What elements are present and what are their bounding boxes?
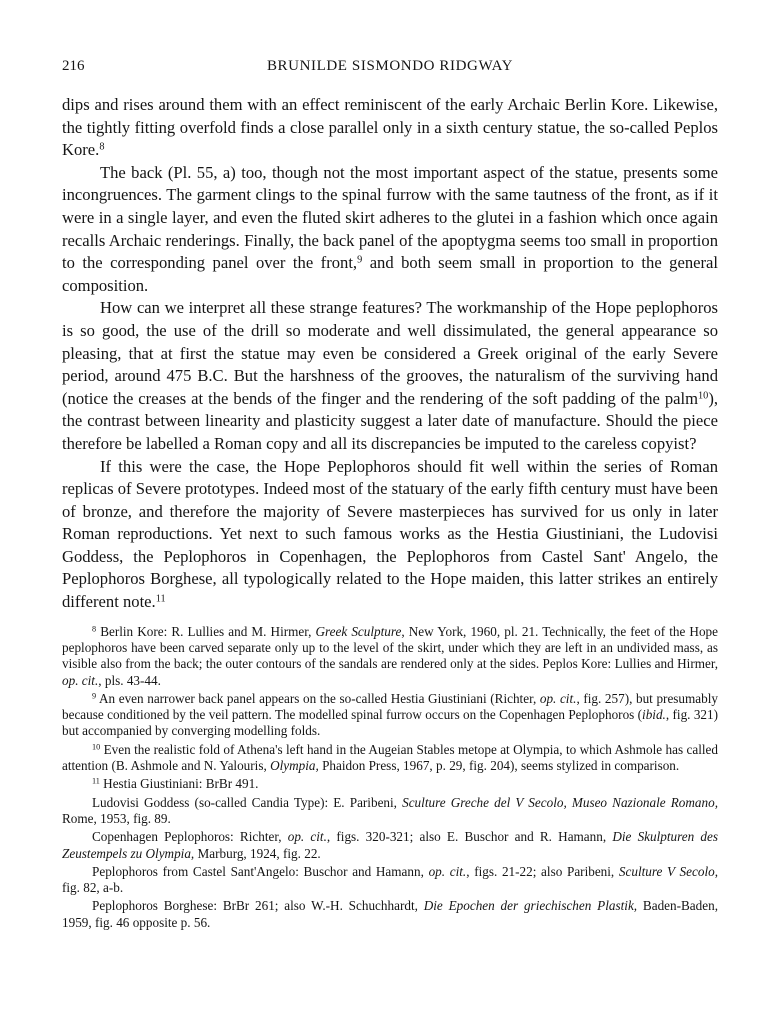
footnote-text: Copenhagen Peplophoros: Richter, — [92, 829, 288, 845]
footnote-number: 9 — [92, 691, 97, 701]
footnote-text: Berlin Kore: R. Lullies and M. Hirmer, — [96, 623, 316, 639]
footnote-citation: ibid. — [642, 707, 666, 723]
paragraph-1-text: dips and rises around them with an effect reminiscent of the early Archaic Berlin Kore. Likewise, the tightly fitting overfold finds a close parallel only in a sixth century statue, the so-called Peplos Kore. — [62, 95, 718, 160]
footnote-text: , fig. 321) but accompanied by converging modelling folds. — [62, 707, 718, 739]
paragraph-3-text-a: How can we interpret all these strange features? The workmanship of the Hope peplophoros is so good, the use of the drill so moderate and well dissimulated, the general appearance so pleasing, that at first the statue may even be considered a Greek original of the early Severe period, around 475 B.C. But the harshness of the grooves, the naturalism of the surviving hand (notice the creases at the bends of the finger and the rendering of the soft padding of the palm — [62, 298, 718, 408]
footnote-title: Sculture Greche del V Secolo, Museo Nazionale Romano, — [402, 794, 719, 810]
paragraph-2 — [62, 162, 718, 298]
footnote-ref-10: 10 — [698, 390, 709, 402]
footnote-text: Peplophoros from Castel Sant'Angelo: Buschor and Hamann, — [92, 863, 429, 879]
footnote-text: Phaidon Press, 1967, p. 29, fig. 204), seems stylized in comparison. — [318, 758, 680, 774]
footnote-text: Even the realistic fold of Athena's left hand in the Augeian Stables metope at Olympia, to which Ashmole has called attention (B. Ashmole and N. Yalouris, — [62, 741, 718, 774]
footnote-citation: op. cit. — [539, 690, 577, 706]
footnote-text: An even narrower back panel appears on the so-called Hestia Giustiniani (Richter, — [96, 690, 540, 706]
footnote-ref-11: 11 — [155, 593, 166, 605]
footnote-citation: op. cit. — [287, 829, 327, 845]
footnote-11-copenhagen — [62, 829, 718, 862]
footnotes — [62, 624, 718, 931]
footnote-number: 11 — [92, 776, 100, 786]
footnote-11-ludovisi — [62, 795, 718, 828]
footnote-title: Die Skulpturen des Zeustempels zu Olympia, — [62, 829, 719, 861]
footnote-citation: op. cit. — [62, 672, 99, 688]
footnote-text: Hestia Giustiniani: BrBr 491. — [99, 776, 259, 792]
document-page — [62, 58, 718, 933]
footnote-ref-9: 9 — [357, 254, 363, 266]
paragraph-3-text-b: ), the contrast between linearity and plasticity suggest a later date of manufacture. Should the piece therefore be labelled a Roman copy and all its discrepancies be imputed to the careless copyist? — [62, 388, 718, 453]
footnote-text: Rome, 1953, fig. 89. — [62, 810, 171, 826]
body-text — [62, 94, 718, 614]
footnote-text: , pls. 43-44. — [98, 672, 161, 688]
footnote-title: Greek Sculpture — [315, 623, 402, 639]
footnote-text: , fig. 82, a-b. — [62, 863, 719, 896]
running-title: BRUNILDE SISMONDO RIDGWAY — [266, 58, 514, 74]
footnote-11-borghese — [62, 898, 718, 931]
footnote-title: Die Epochen der griechischen Plastik, — [423, 898, 638, 914]
footnote-9 — [62, 691, 718, 740]
running-header — [62, 58, 718, 84]
footnote-number: 10 — [92, 742, 101, 752]
footnote-11-castel — [62, 864, 718, 897]
paragraph-4-text: If this were the case, the Hope Peplophoros should fit well within the series of Roman replicas of Severe prototypes. Indeed most of the statuary of the early fifth century must have been of bronze, and therefore the majority of Severe masterpieces has survived for us only in later Roman reproductions. Yet next to such famous works as the Hestia Giustiniani, the Ludovisi Goddess, the Peplophoros in Copenhagen, the Peplophoros from Castel Sant' Angelo, the Peplophoros Borghese, all typologically related to the Hope maiden, this latter strikes an entirely different note. — [62, 456, 718, 612]
footnote-11 — [62, 776, 718, 792]
paragraph-2-text-a: The back (Pl. 55, a) too, though not the most important aspect of the statue, presents some incongruences. The garment clings to the spinal furrow with the same tautness of the front, as if it were in a single layer, and even the fluted skirt adheres to the glutei in a fashion which once again recalls Archaic renderings. Finally, the back panel of the apoptygma seems too small in proportion to the corresponding panel over the front, — [62, 162, 718, 273]
footnote-text: Ludovisi Goddess (so-called Candia Type): E. Paribeni, — [92, 794, 403, 810]
footnote-text: , New York, 1960, pl. 21. Technically, the feet of the Hope peplophoros have been carved separate only up to the level of the skirt, under which they are left in an undivided mass, as visible also from the back; the outer contours of the sandals are rendered only at the sides. Peplos Kore: Lullies and Hirmer, — [62, 623, 718, 672]
paragraph-1 — [62, 94, 718, 162]
footnote-title: Olympia, — [270, 758, 319, 774]
footnote-text: , fig. 257), but presumably because conditioned by the veil pattern. The modelled spinal furrow occurs on the Copenhagen Peplophoros ( — [62, 690, 718, 723]
footnote-10 — [62, 742, 718, 775]
footnote-number: 8 — [92, 624, 97, 634]
footnote-text: , figs. 21-22; also Paribeni, — [466, 863, 619, 879]
footnote-text: Peplophoros Borghese: BrBr 261; also W.-H. Schuchhardt, — [92, 898, 424, 914]
page-number: 216 — [62, 58, 85, 74]
footnote-text: Baden-Baden, 1959, fig. 46 opposite p. 56. — [62, 898, 718, 930]
footnote-title: Sculture V Secolo — [618, 863, 715, 879]
footnote-text: , figs. 320-321; also E. Buschor and R. Hamann, — [326, 829, 613, 845]
paragraph-4 — [62, 456, 718, 614]
footnote-text: Marburg, 1924, fig. 22. — [194, 845, 321, 861]
footnote-citation: op. cit. — [428, 863, 467, 879]
footnote-ref-8: 8 — [99, 141, 105, 153]
footnote-8 — [62, 624, 718, 689]
paragraph-2-text-b: and both seem small in proportion to the general composition. — [62, 253, 718, 295]
paragraph-3 — [62, 297, 718, 455]
